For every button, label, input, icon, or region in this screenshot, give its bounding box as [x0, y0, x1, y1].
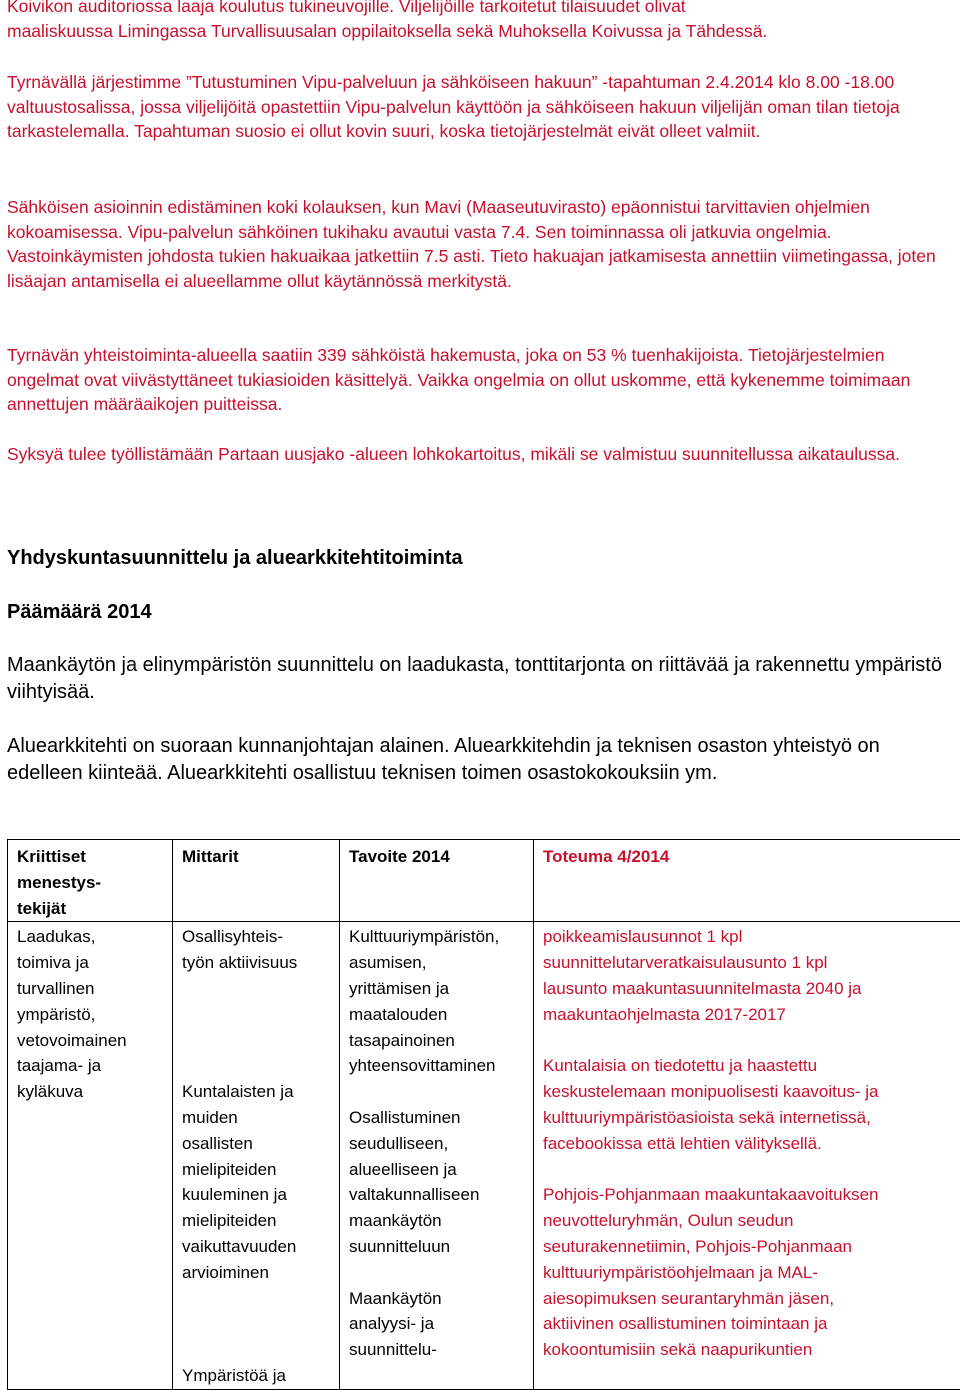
header-factors-line-3: tekijät — [17, 896, 164, 922]
actual-line: facebookissa että lehtien välityksellä. — [543, 1131, 952, 1157]
actual-line: keskustelemaan monipuolisesti kaavoitus- ja — [543, 1079, 952, 1105]
section-title: Yhdyskuntasuunnittelu ja aluearkkitehtitoiminta — [7, 546, 463, 570]
factor-line: taajama- ja — [17, 1053, 164, 1079]
critical-factor-cell — [8, 922, 173, 1389]
actual-line: seuturakennetiimin, Pohjois-Pohjanmaan — [543, 1234, 952, 1260]
factor-line: kyläkuva — [17, 1079, 164, 1105]
goal-heading: Päämäärä 2014 — [7, 600, 152, 624]
target-line: tasapainoinen — [349, 1028, 525, 1054]
target-line: maatalouden — [349, 1002, 525, 1028]
actual-cell — [534, 922, 960, 1389]
report-paragraph-tyrnava-event: Tyrnävällä järjestimme ”Tutustuminen Vipu-palveluun ja sähköiseen hakuun” -tapahtuman 2.4.2014 klo 8.00 -18.00 valtuustosalissa, jossa viljelijöitä opastettiin Vipu-palvelun käyttöön ja sähköiseen hakuun viljelijän oman tilan tietoja tarkastelemalla. Tapahtuman suosio ei ollut kovin suuri, koska tietojärjestelmät eivät olleet valmiit. — [7, 70, 957, 144]
metric-line: Osallisyhteis- — [182, 924, 331, 950]
actual-line: kulttuuriympäristöohjelmaan ja MAL- — [543, 1260, 952, 1286]
target-line: alueelliseen ja — [349, 1157, 525, 1183]
architect-text: Aluearkkitehti on suoraan kunnanjohtajan alainen. Aluearkkitehdin ja teknisen osaston yhteistyö on edelleen kiinteää. Aluearkkitehti osallistuu teknisen toimen osastokokouksiin ym. — [7, 733, 957, 787]
target-line: suunnitteluun — [349, 1234, 525, 1260]
header-target-2014: Tavoite 2014 — [340, 840, 534, 922]
factor-line: Laadukas, — [17, 924, 164, 950]
target-line: yrittämisen ja — [349, 976, 525, 1002]
target-line: valtakunnalliseen — [349, 1182, 525, 1208]
table-row — [8, 922, 960, 1389]
metric-line: Kuntalaisten ja — [182, 1079, 331, 1105]
header-critical-factors — [8, 840, 173, 922]
report-paragraph-applications: Tyrnävän yhteistoiminta-alueella saatiin 339 sähköistä hakemusta, joka on 53 % tuenhakijoista. Tietojärjestelmien ongelmat ovat viivästyttäneet tukiasioiden käsittelyä. Vaikka ongelmia on ollut uskomme, että kykenemme toimimaan annettujen määräaikojen puitteissa. — [7, 343, 957, 417]
kpi-table — [7, 839, 960, 1390]
training-sentence-1: Koivikon auditoriossa laaja koulutus tukineuvojille. — [7, 0, 394, 16]
metric-line: kuuleminen ja — [182, 1182, 331, 1208]
metric-line: vaikuttavuuden — [182, 1234, 331, 1260]
factor-line: ympäristö, — [17, 1002, 164, 1028]
factor-line: toimiva ja — [17, 950, 164, 976]
actual-line: neuvotteluryhmän, Oulun seudun — [543, 1208, 952, 1234]
report-paragraph-e-services: Sähköisen asioinnin edistäminen koki kolauksen, kun Mavi (Maaseutuvirasto) epäonnistui tarvittavien ohjelmien kokoamisessa. Vipu-palvelun sähköinen tukihaku avautui vasta 7.4. Sen toiminnassa oli jatkuvia ongelmia. Vastoinkäymisten johdosta tukien hakuaikaa jatkettiin 7.5 asti. Tieto hakuajan jatkamisesta annettiin viimetingassa, joten lisäajan antamisella ei alueellamme ollut käytännössä merkitystä. — [7, 195, 957, 293]
target-line: analyysi- ja — [349, 1311, 525, 1337]
target-line: Maankäytön — [349, 1286, 525, 1312]
actual-line: poikkeamislausunnot 1 kpl — [543, 924, 952, 950]
report-paragraph-autumn: Syksyä tulee työllistämään Partaan uusjako -alueen lohkokartoitus, mikäli se valmistuu suunnitellussa aikataulussa. — [7, 442, 957, 467]
goal-text: Maankäytön ja elinympäristön suunnittelu on laadukasta, tonttitarjonta on riittävää ja rakennettu ympäristö viihtyisää. — [7, 652, 957, 706]
actual-line: aiesopimuksen seurantaryhmän jäsen, — [543, 1286, 952, 1312]
actual-line: maakuntaohjelmasta 2017-2017 — [543, 1002, 952, 1028]
factor-line: turvallinen — [17, 976, 164, 1002]
metric-line: mielipiteiden — [182, 1208, 331, 1234]
target-line: Osallistuminen — [349, 1105, 525, 1131]
actual-line: lausunto maakuntasuunnitelmasta 2040 ja — [543, 976, 952, 1002]
table-header-row — [8, 840, 960, 922]
target-line: maankäytön — [349, 1208, 525, 1234]
metric-line: työn aktiivisuus — [182, 950, 331, 976]
metric-line: osallisten — [182, 1131, 331, 1157]
training-sentence-2: Viljelijöille tarkoitetut tilaisuudet olivat — [394, 0, 686, 16]
header-factors-line-1: Kriittiset — [17, 844, 164, 870]
metric-line: muiden — [182, 1105, 331, 1131]
target-line: seudulliseen, — [349, 1131, 525, 1157]
actual-line: kokoontumisiin sekä naapurikuntien — [543, 1337, 952, 1363]
metrics-cell — [173, 922, 340, 1389]
report-paragraph-training — [7, 0, 957, 43]
actual-line: kulttuuriympäristöasioista sekä internetissä, — [543, 1105, 952, 1131]
metric-line: mielipiteiden — [182, 1157, 331, 1183]
actual-line: Kuntalaisia on tiedotettu ja haastettu — [543, 1053, 952, 1079]
target-line: Kulttuuriympäristön, — [349, 924, 525, 950]
target-cell — [340, 922, 534, 1389]
actual-line: suunnittelutarveratkaisulausunto 1 kpl — [543, 950, 952, 976]
header-actual-4-2014: Toteuma 4/2014 — [534, 840, 960, 922]
target-line: asumisen, — [349, 950, 525, 976]
metric-line: Ympäristöä ja — [182, 1363, 331, 1389]
training-sentence-3: maaliskuussa Limingassa Turvallisuusalan oppilaitoksella sekä Muhoksella Koivussa ja Tähdessä. — [7, 21, 767, 41]
header-factors-line-2: menestys- — [17, 870, 164, 896]
target-line: suunnittelu- — [349, 1337, 525, 1363]
target-line: yhteensovittaminen — [349, 1053, 525, 1079]
header-metrics: Mittarit — [173, 840, 340, 922]
actual-line: Pohjois-Pohjanmaan maakuntakaavoituksen — [543, 1182, 952, 1208]
actual-line: aktiivinen osallistuminen toimintaan ja — [543, 1311, 952, 1337]
metric-line: arvioiminen — [182, 1260, 331, 1286]
factor-line: vetovoimainen — [17, 1028, 164, 1054]
